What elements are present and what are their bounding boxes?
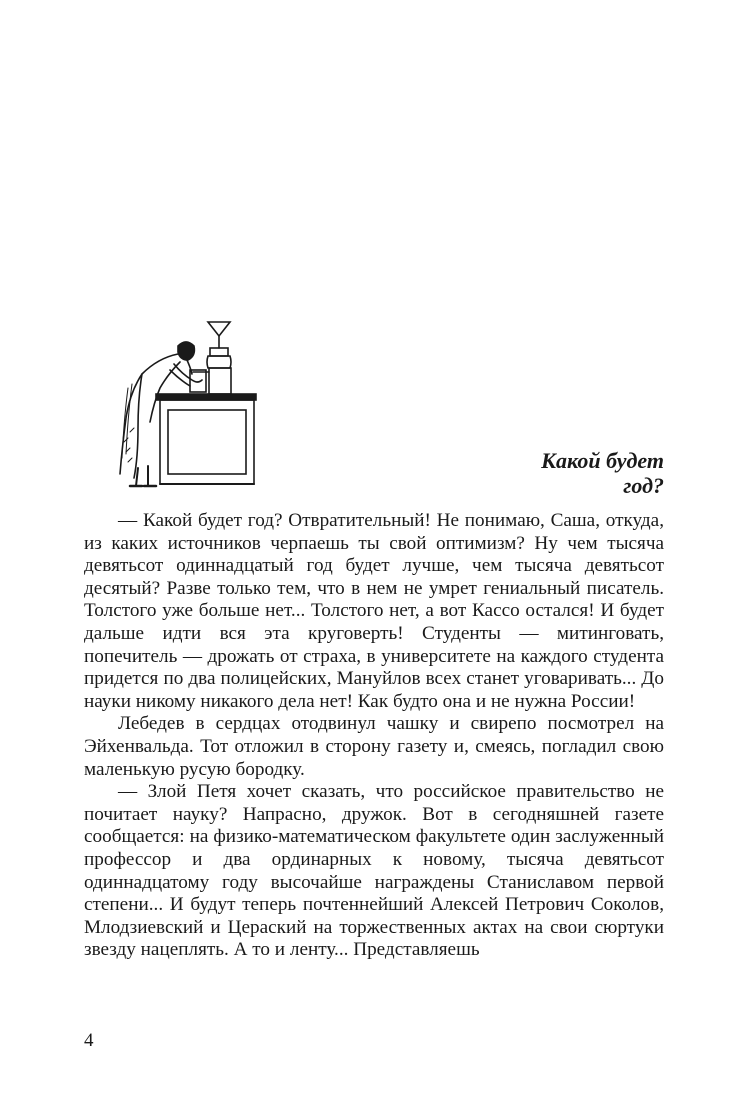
paragraph: Лебедев в сердцах отодвинул чашку и свирепо посмотрел на Эйхенвальда. Тот отложил в сторону газету и, смеясь, погладил свою маленькую русую бородку. (84, 713, 664, 780)
chapter-title-line-1: Какой будет (541, 448, 664, 473)
chapter-title (444, 448, 664, 498)
paragraph: — Злой Петя хочет сказать, что российское правительство не почитает науку? Напрасно, дружок. Вот в сегодняшней газете сообщается: на физико-математическом факультете один заслуженный профессор и два ординарных к новому, тысяча девятьсот одиннадцатому году высочайше награждены Станиславом первой степени... И будут теперь почтеннейший Алексей Петрович Соколов, Млодзиевский и Цераский на торжественных актах на свои сюртуки звезду нацеплять. А то и ленту... Представляешь (84, 781, 664, 961)
body-text (84, 510, 664, 962)
scientist-at-desk-illustration (98, 318, 260, 490)
paragraph: — Какой будет год? Отвратительный! Не понимаю, Саша, откуда, из каких источников черпаешь ты свой оптимизм? Ну чем тысяча девятьсот одиннадцатый год будет лучше, чем тысяча девятьсот десятый? Разве только тем, что в нем не умрет гениальный писатель. Толстого уже больше нет... Толстого нет, а вот Кассо остался! И будет дальше идти вся эта круговерть! Студенты — митинговать, попечитель — дрожать от страха, в университете на каждого студента придется по два полицейских, Мануйлов всех станет уговаривать... До науки никому никакого дела нет! Как будто она и не нужна России! (84, 510, 664, 712)
page-number: 4 (84, 1030, 94, 1051)
chapter-title-line-2: год? (623, 473, 664, 498)
